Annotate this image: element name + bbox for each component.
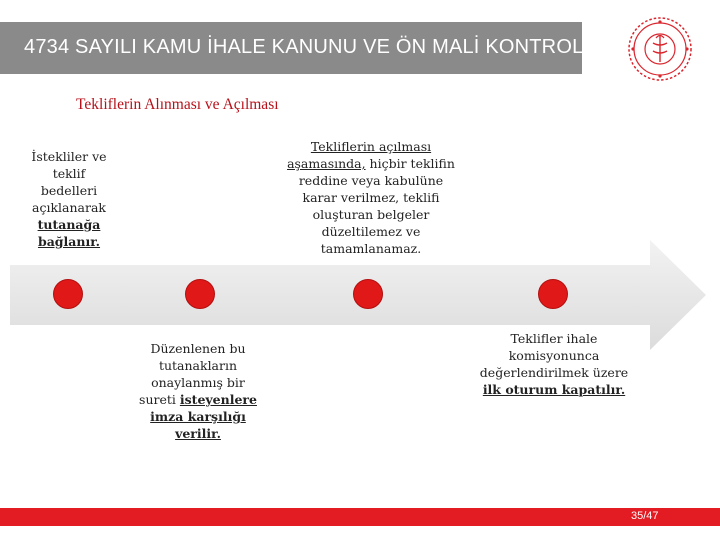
box3-text: hiçbir teklifin reddine veya kabulüne karar verilmez, teklifi oluşturan belgeler düzeltilemez ve tamamlanamaz. [298,156,455,256]
page-number: 35/47 [631,510,659,522]
footer-bar [0,508,720,526]
box1-emphasis: tutanağa bağlanır. [37,217,101,249]
box2-text: Düzenlenen bu tutanakların onaylanmış bir sureti [139,341,246,407]
box4-emphasis: ilk oturum kapatılır. [482,382,626,397]
timeline-box-2 [138,340,258,442]
slide-subtitle: Tekliflerin Alınması ve Açılması [76,96,279,113]
timeline-node-2 [185,279,215,309]
timeline-box-3 [285,138,457,257]
timeline-box-1 [24,148,114,250]
box4-text: Teklifler ihale komisyonunca değerlendirilmek üzere [479,331,629,380]
box1-text: İstekliler ve teklif bedelleri açıklanarak [31,149,107,215]
box2-emphasis: isteyenlere imza karşılığı verilir. [150,392,257,441]
ministry-logo-icon [627,16,693,82]
box3-emphasis: Tekliflerin açılması aşamasında, [287,139,432,171]
timeline-node-4 [538,279,568,309]
timeline-node-3 [353,279,383,309]
timeline-node-1 [53,279,83,309]
slide-title: 4734 SAYILI KAMU İHALE KANUNU VE ÖN MALİ KONTROL [24,36,584,58]
timeline-box-4 [476,330,632,398]
